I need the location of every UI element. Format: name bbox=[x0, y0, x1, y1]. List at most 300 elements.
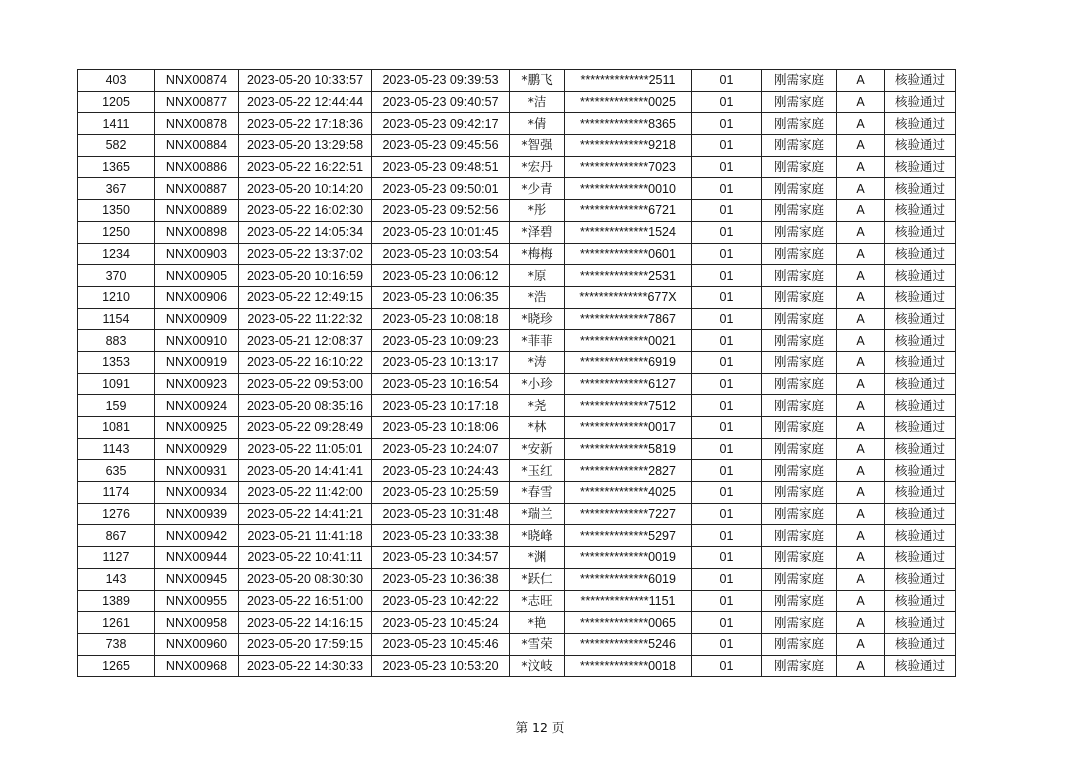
cell-id-number: **************2827 bbox=[565, 460, 692, 482]
cell-seq-no: 1091 bbox=[78, 373, 155, 395]
table-row bbox=[78, 243, 956, 265]
cell-grade: A bbox=[837, 373, 885, 395]
cell-code: 01 bbox=[692, 590, 762, 612]
cell-id-number: **************1524 bbox=[565, 221, 692, 243]
cell-grade: A bbox=[837, 286, 885, 308]
cell-category: 刚需家庭 bbox=[762, 525, 837, 547]
cell-register-time: 2023-05-22 12:49:15 bbox=[239, 286, 372, 308]
cell-category: 刚需家庭 bbox=[762, 590, 837, 612]
cell-grade: A bbox=[837, 265, 885, 287]
cell-id-number: **************6919 bbox=[565, 351, 692, 373]
table-row bbox=[78, 373, 956, 395]
cell-category: 刚需家庭 bbox=[762, 395, 837, 417]
cell-name: *智强 bbox=[510, 135, 565, 157]
cell-verify-time: 2023-05-23 10:16:54 bbox=[372, 373, 510, 395]
cell-verify-time: 2023-05-23 10:09:23 bbox=[372, 330, 510, 352]
cell-category: 刚需家庭 bbox=[762, 460, 837, 482]
cell-register-time: 2023-05-20 08:35:16 bbox=[239, 395, 372, 417]
cell-grade: A bbox=[837, 612, 885, 634]
cell-grade: A bbox=[837, 156, 885, 178]
cell-register-time: 2023-05-22 16:22:51 bbox=[239, 156, 372, 178]
cell-id-number: **************1151 bbox=[565, 590, 692, 612]
cell-category: 刚需家庭 bbox=[762, 308, 837, 330]
cell-record-id: NNX00889 bbox=[155, 200, 239, 222]
cell-record-id: NNX00944 bbox=[155, 547, 239, 569]
cell-status: 核验通过 bbox=[885, 178, 956, 200]
cell-category: 刚需家庭 bbox=[762, 482, 837, 504]
cell-id-number: **************7867 bbox=[565, 308, 692, 330]
cell-seq-no: 1265 bbox=[78, 655, 155, 677]
cell-code: 01 bbox=[692, 633, 762, 655]
cell-seq-no: 1365 bbox=[78, 156, 155, 178]
table-row bbox=[78, 135, 956, 157]
cell-grade: A bbox=[837, 438, 885, 460]
cell-name: *小珍 bbox=[510, 373, 565, 395]
cell-record-id: NNX00878 bbox=[155, 113, 239, 135]
cell-id-number: **************4025 bbox=[565, 482, 692, 504]
cell-status: 核验通过 bbox=[885, 373, 956, 395]
cell-record-id: NNX00968 bbox=[155, 655, 239, 677]
table-row bbox=[78, 655, 956, 677]
cell-name: *泽碧 bbox=[510, 221, 565, 243]
cell-register-time: 2023-05-20 17:59:15 bbox=[239, 633, 372, 655]
cell-grade: A bbox=[837, 135, 885, 157]
cell-code: 01 bbox=[692, 330, 762, 352]
cell-id-number: **************0065 bbox=[565, 612, 692, 634]
cell-id-number: **************7023 bbox=[565, 156, 692, 178]
cell-verify-time: 2023-05-23 10:24:07 bbox=[372, 438, 510, 460]
table-row bbox=[78, 612, 956, 634]
table-row bbox=[78, 113, 956, 135]
cell-id-number: **************0021 bbox=[565, 330, 692, 352]
cell-register-time: 2023-05-20 10:33:57 bbox=[239, 70, 372, 92]
cell-code: 01 bbox=[692, 568, 762, 590]
cell-code: 01 bbox=[692, 525, 762, 547]
cell-verify-time: 2023-05-23 10:13:17 bbox=[372, 351, 510, 373]
table-row bbox=[78, 438, 956, 460]
cell-seq-no: 1411 bbox=[78, 113, 155, 135]
cell-register-time: 2023-05-22 11:05:01 bbox=[239, 438, 372, 460]
cell-record-id: NNX00905 bbox=[155, 265, 239, 287]
cell-category: 刚需家庭 bbox=[762, 178, 837, 200]
cell-verify-time: 2023-05-23 10:25:59 bbox=[372, 482, 510, 504]
table-row bbox=[78, 91, 956, 113]
cell-seq-no: 1081 bbox=[78, 417, 155, 439]
cell-record-id: NNX00923 bbox=[155, 373, 239, 395]
cell-id-number: **************5297 bbox=[565, 525, 692, 547]
cell-record-id: NNX00945 bbox=[155, 568, 239, 590]
cell-record-id: NNX00887 bbox=[155, 178, 239, 200]
cell-id-number: **************7227 bbox=[565, 503, 692, 525]
cell-id-number: **************0025 bbox=[565, 91, 692, 113]
cell-register-time: 2023-05-22 13:37:02 bbox=[239, 243, 372, 265]
cell-record-id: NNX00910 bbox=[155, 330, 239, 352]
cell-seq-no: 738 bbox=[78, 633, 155, 655]
cell-status: 核验通过 bbox=[885, 633, 956, 655]
cell-id-number: **************8365 bbox=[565, 113, 692, 135]
cell-category: 刚需家庭 bbox=[762, 200, 837, 222]
cell-name: *瑞兰 bbox=[510, 503, 565, 525]
cell-grade: A bbox=[837, 221, 885, 243]
cell-name: *洁 bbox=[510, 91, 565, 113]
cell-seq-no: 143 bbox=[78, 568, 155, 590]
cell-code: 01 bbox=[692, 503, 762, 525]
cell-verify-time: 2023-05-23 10:34:57 bbox=[372, 547, 510, 569]
cell-verify-time: 2023-05-23 10:53:20 bbox=[372, 655, 510, 677]
cell-register-time: 2023-05-22 14:05:34 bbox=[239, 221, 372, 243]
cell-code: 01 bbox=[692, 70, 762, 92]
cell-verify-time: 2023-05-23 10:36:38 bbox=[372, 568, 510, 590]
cell-status: 核验通过 bbox=[885, 438, 956, 460]
cell-grade: A bbox=[837, 308, 885, 330]
cell-register-time: 2023-05-22 12:44:44 bbox=[239, 91, 372, 113]
cell-grade: A bbox=[837, 568, 885, 590]
cell-register-time: 2023-05-21 11:41:18 bbox=[239, 525, 372, 547]
cell-name: *晓峰 bbox=[510, 525, 565, 547]
cell-name: *安新 bbox=[510, 438, 565, 460]
table-row bbox=[78, 156, 956, 178]
cell-grade: A bbox=[837, 395, 885, 417]
cell-verify-time: 2023-05-23 10:42:22 bbox=[372, 590, 510, 612]
cell-name: *跃仁 bbox=[510, 568, 565, 590]
cell-verify-time: 2023-05-23 10:33:38 bbox=[372, 525, 510, 547]
cell-verify-time: 2023-05-23 09:42:17 bbox=[372, 113, 510, 135]
cell-record-id: NNX00934 bbox=[155, 482, 239, 504]
cell-id-number: **************6127 bbox=[565, 373, 692, 395]
cell-grade: A bbox=[837, 633, 885, 655]
cell-seq-no: 1143 bbox=[78, 438, 155, 460]
cell-register-time: 2023-05-22 09:53:00 bbox=[239, 373, 372, 395]
cell-verify-time: 2023-05-23 10:06:35 bbox=[372, 286, 510, 308]
cell-verify-time: 2023-05-23 10:03:54 bbox=[372, 243, 510, 265]
cell-category: 刚需家庭 bbox=[762, 243, 837, 265]
cell-verify-time: 2023-05-23 09:48:51 bbox=[372, 156, 510, 178]
records-table bbox=[77, 69, 956, 677]
table-row bbox=[78, 633, 956, 655]
cell-record-id: NNX00925 bbox=[155, 417, 239, 439]
table-row bbox=[78, 308, 956, 330]
cell-category: 刚需家庭 bbox=[762, 330, 837, 352]
cell-record-id: NNX00939 bbox=[155, 503, 239, 525]
cell-name: *浩 bbox=[510, 286, 565, 308]
cell-code: 01 bbox=[692, 221, 762, 243]
cell-register-time: 2023-05-20 13:29:58 bbox=[239, 135, 372, 157]
cell-register-time: 2023-05-20 14:41:41 bbox=[239, 460, 372, 482]
cell-name: *春雪 bbox=[510, 482, 565, 504]
cell-status: 核验通过 bbox=[885, 308, 956, 330]
cell-name: *雪荣 bbox=[510, 633, 565, 655]
cell-category: 刚需家庭 bbox=[762, 417, 837, 439]
cell-grade: A bbox=[837, 330, 885, 352]
cell-category: 刚需家庭 bbox=[762, 547, 837, 569]
cell-grade: A bbox=[837, 178, 885, 200]
cell-status: 核验通过 bbox=[885, 91, 956, 113]
cell-code: 01 bbox=[692, 655, 762, 677]
cell-code: 01 bbox=[692, 113, 762, 135]
table-row bbox=[78, 590, 956, 612]
cell-status: 核验通过 bbox=[885, 286, 956, 308]
cell-verify-time: 2023-05-23 09:45:56 bbox=[372, 135, 510, 157]
cell-status: 核验通过 bbox=[885, 590, 956, 612]
cell-verify-time: 2023-05-23 10:45:46 bbox=[372, 633, 510, 655]
cell-status: 核验通过 bbox=[885, 395, 956, 417]
cell-record-id: NNX00960 bbox=[155, 633, 239, 655]
cell-status: 核验通过 bbox=[885, 525, 956, 547]
cell-status: 核验通过 bbox=[885, 221, 956, 243]
cell-name: *志旺 bbox=[510, 590, 565, 612]
cell-name: *原 bbox=[510, 265, 565, 287]
cell-code: 01 bbox=[692, 612, 762, 634]
cell-status: 核验通过 bbox=[885, 482, 956, 504]
cell-code: 01 bbox=[692, 265, 762, 287]
cell-record-id: NNX00877 bbox=[155, 91, 239, 113]
cell-name: *尧 bbox=[510, 395, 565, 417]
table-row bbox=[78, 330, 956, 352]
cell-seq-no: 1234 bbox=[78, 243, 155, 265]
cell-seq-no: 582 bbox=[78, 135, 155, 157]
cell-code: 01 bbox=[692, 373, 762, 395]
cell-record-id: NNX00903 bbox=[155, 243, 239, 265]
cell-verify-time: 2023-05-23 10:06:12 bbox=[372, 265, 510, 287]
cell-register-time: 2023-05-22 14:30:33 bbox=[239, 655, 372, 677]
cell-id-number: **************0019 bbox=[565, 547, 692, 569]
table-row bbox=[78, 547, 956, 569]
cell-record-id: NNX00886 bbox=[155, 156, 239, 178]
cell-name: *倩 bbox=[510, 113, 565, 135]
cell-status: 核验通过 bbox=[885, 547, 956, 569]
cell-register-time: 2023-05-20 10:16:59 bbox=[239, 265, 372, 287]
cell-seq-no: 1250 bbox=[78, 221, 155, 243]
cell-name: *梅梅 bbox=[510, 243, 565, 265]
table-row bbox=[78, 482, 956, 504]
cell-status: 核验通过 bbox=[885, 612, 956, 634]
cell-code: 01 bbox=[692, 417, 762, 439]
cell-seq-no: 1154 bbox=[78, 308, 155, 330]
table-row bbox=[78, 395, 956, 417]
cell-category: 刚需家庭 bbox=[762, 503, 837, 525]
cell-id-number: **************0018 bbox=[565, 655, 692, 677]
cell-verify-time: 2023-05-23 10:17:18 bbox=[372, 395, 510, 417]
cell-seq-no: 1350 bbox=[78, 200, 155, 222]
cell-grade: A bbox=[837, 460, 885, 482]
cell-grade: A bbox=[837, 113, 885, 135]
page-number: 第 12 页 bbox=[515, 720, 565, 735]
cell-seq-no: 1127 bbox=[78, 547, 155, 569]
cell-seq-no: 1261 bbox=[78, 612, 155, 634]
cell-status: 核验通过 bbox=[885, 113, 956, 135]
cell-register-time: 2023-05-22 17:18:36 bbox=[239, 113, 372, 135]
cell-name: *鹏飞 bbox=[510, 70, 565, 92]
cell-id-number: **************6019 bbox=[565, 568, 692, 590]
cell-seq-no: 159 bbox=[78, 395, 155, 417]
cell-record-id: NNX00955 bbox=[155, 590, 239, 612]
cell-status: 核验通过 bbox=[885, 135, 956, 157]
cell-record-id: NNX00931 bbox=[155, 460, 239, 482]
cell-grade: A bbox=[837, 351, 885, 373]
cell-grade: A bbox=[837, 590, 885, 612]
cell-grade: A bbox=[837, 547, 885, 569]
cell-name: *艳 bbox=[510, 612, 565, 634]
cell-status: 核验通过 bbox=[885, 503, 956, 525]
cell-record-id: NNX00906 bbox=[155, 286, 239, 308]
cell-category: 刚需家庭 bbox=[762, 612, 837, 634]
cell-name: *少青 bbox=[510, 178, 565, 200]
cell-verify-time: 2023-05-23 10:24:43 bbox=[372, 460, 510, 482]
cell-grade: A bbox=[837, 91, 885, 113]
cell-register-time: 2023-05-22 10:41:11 bbox=[239, 547, 372, 569]
cell-id-number: **************0010 bbox=[565, 178, 692, 200]
cell-seq-no: 883 bbox=[78, 330, 155, 352]
cell-code: 01 bbox=[692, 243, 762, 265]
cell-code: 01 bbox=[692, 547, 762, 569]
cell-register-time: 2023-05-22 14:41:21 bbox=[239, 503, 372, 525]
table-row bbox=[78, 417, 956, 439]
table-row bbox=[78, 503, 956, 525]
cell-category: 刚需家庭 bbox=[762, 568, 837, 590]
cell-id-number: **************7512 bbox=[565, 395, 692, 417]
cell-name: *涛 bbox=[510, 351, 565, 373]
cell-code: 01 bbox=[692, 135, 762, 157]
cell-category: 刚需家庭 bbox=[762, 135, 837, 157]
cell-grade: A bbox=[837, 243, 885, 265]
cell-register-time: 2023-05-22 16:02:30 bbox=[239, 200, 372, 222]
cell-status: 核验通过 bbox=[885, 265, 956, 287]
cell-seq-no: 367 bbox=[78, 178, 155, 200]
cell-category: 刚需家庭 bbox=[762, 70, 837, 92]
cell-name: *菲菲 bbox=[510, 330, 565, 352]
cell-status: 核验通过 bbox=[885, 655, 956, 677]
cell-verify-time: 2023-05-23 10:08:18 bbox=[372, 308, 510, 330]
cell-grade: A bbox=[837, 200, 885, 222]
cell-status: 核验通过 bbox=[885, 417, 956, 439]
cell-code: 01 bbox=[692, 200, 762, 222]
cell-code: 01 bbox=[692, 286, 762, 308]
table-body bbox=[78, 70, 956, 677]
cell-grade: A bbox=[837, 503, 885, 525]
cell-grade: A bbox=[837, 417, 885, 439]
cell-name: *晓珍 bbox=[510, 308, 565, 330]
cell-category: 刚需家庭 bbox=[762, 113, 837, 135]
cell-register-time: 2023-05-20 10:14:20 bbox=[239, 178, 372, 200]
table-row bbox=[78, 70, 956, 92]
cell-verify-time: 2023-05-23 10:18:06 bbox=[372, 417, 510, 439]
cell-record-id: NNX00929 bbox=[155, 438, 239, 460]
cell-name: *彤 bbox=[510, 200, 565, 222]
cell-category: 刚需家庭 bbox=[762, 633, 837, 655]
cell-status: 核验通过 bbox=[885, 330, 956, 352]
cell-status: 核验通过 bbox=[885, 200, 956, 222]
cell-category: 刚需家庭 bbox=[762, 438, 837, 460]
cell-record-id: NNX00942 bbox=[155, 525, 239, 547]
cell-record-id: NNX00924 bbox=[155, 395, 239, 417]
cell-grade: A bbox=[837, 482, 885, 504]
cell-seq-no: 1276 bbox=[78, 503, 155, 525]
cell-register-time: 2023-05-21 12:08:37 bbox=[239, 330, 372, 352]
cell-seq-no: 1389 bbox=[78, 590, 155, 612]
cell-id-number: **************2511 bbox=[565, 70, 692, 92]
cell-verify-time: 2023-05-23 10:31:48 bbox=[372, 503, 510, 525]
cell-verify-time: 2023-05-23 10:45:24 bbox=[372, 612, 510, 634]
cell-category: 刚需家庭 bbox=[762, 655, 837, 677]
table-row bbox=[78, 460, 956, 482]
cell-id-number: **************5819 bbox=[565, 438, 692, 460]
cell-name: *汶岐 bbox=[510, 655, 565, 677]
cell-seq-no: 635 bbox=[78, 460, 155, 482]
cell-register-time: 2023-05-20 08:30:30 bbox=[239, 568, 372, 590]
table-row bbox=[78, 265, 956, 287]
cell-verify-time: 2023-05-23 09:39:53 bbox=[372, 70, 510, 92]
cell-code: 01 bbox=[692, 178, 762, 200]
cell-record-id: NNX00884 bbox=[155, 135, 239, 157]
table-row bbox=[78, 221, 956, 243]
cell-status: 核验通过 bbox=[885, 70, 956, 92]
cell-id-number: **************0601 bbox=[565, 243, 692, 265]
cell-name: *宏丹 bbox=[510, 156, 565, 178]
cell-code: 01 bbox=[692, 351, 762, 373]
table-row bbox=[78, 200, 956, 222]
cell-category: 刚需家庭 bbox=[762, 286, 837, 308]
table-row bbox=[78, 525, 956, 547]
cell-code: 01 bbox=[692, 438, 762, 460]
cell-seq-no: 1205 bbox=[78, 91, 155, 113]
cell-seq-no: 1210 bbox=[78, 286, 155, 308]
cell-register-time: 2023-05-22 14:16:15 bbox=[239, 612, 372, 634]
cell-id-number: **************5246 bbox=[565, 633, 692, 655]
cell-seq-no: 1353 bbox=[78, 351, 155, 373]
cell-category: 刚需家庭 bbox=[762, 373, 837, 395]
cell-category: 刚需家庭 bbox=[762, 156, 837, 178]
cell-status: 核验通过 bbox=[885, 460, 956, 482]
cell-id-number: **************6721 bbox=[565, 200, 692, 222]
cell-code: 01 bbox=[692, 308, 762, 330]
cell-code: 01 bbox=[692, 91, 762, 113]
cell-name: *渊 bbox=[510, 547, 565, 569]
cell-category: 刚需家庭 bbox=[762, 221, 837, 243]
cell-register-time: 2023-05-22 11:42:00 bbox=[239, 482, 372, 504]
cell-category: 刚需家庭 bbox=[762, 265, 837, 287]
cell-verify-time: 2023-05-23 09:52:56 bbox=[372, 200, 510, 222]
cell-code: 01 bbox=[692, 482, 762, 504]
cell-category: 刚需家庭 bbox=[762, 91, 837, 113]
cell-register-time: 2023-05-22 09:28:49 bbox=[239, 417, 372, 439]
cell-register-time: 2023-05-22 16:51:00 bbox=[239, 590, 372, 612]
cell-grade: A bbox=[837, 525, 885, 547]
cell-status: 核验通过 bbox=[885, 243, 956, 265]
cell-id-number: **************0017 bbox=[565, 417, 692, 439]
cell-status: 核验通过 bbox=[885, 156, 956, 178]
cell-verify-time: 2023-05-23 09:40:57 bbox=[372, 91, 510, 113]
cell-record-id: NNX00898 bbox=[155, 221, 239, 243]
cell-seq-no: 1174 bbox=[78, 482, 155, 504]
cell-id-number: **************9218 bbox=[565, 135, 692, 157]
cell-id-number: **************677X bbox=[565, 286, 692, 308]
cell-seq-no: 867 bbox=[78, 525, 155, 547]
cell-record-id: NNX00919 bbox=[155, 351, 239, 373]
cell-verify-time: 2023-05-23 10:01:45 bbox=[372, 221, 510, 243]
table-row bbox=[78, 178, 956, 200]
cell-register-time: 2023-05-22 11:22:32 bbox=[239, 308, 372, 330]
table-row bbox=[78, 568, 956, 590]
cell-register-time: 2023-05-22 16:10:22 bbox=[239, 351, 372, 373]
table-row bbox=[78, 351, 956, 373]
cell-verify-time: 2023-05-23 09:50:01 bbox=[372, 178, 510, 200]
cell-name: *林 bbox=[510, 417, 565, 439]
cell-grade: A bbox=[837, 70, 885, 92]
cell-code: 01 bbox=[692, 395, 762, 417]
cell-record-id: NNX00874 bbox=[155, 70, 239, 92]
cell-grade: A bbox=[837, 655, 885, 677]
cell-seq-no: 370 bbox=[78, 265, 155, 287]
